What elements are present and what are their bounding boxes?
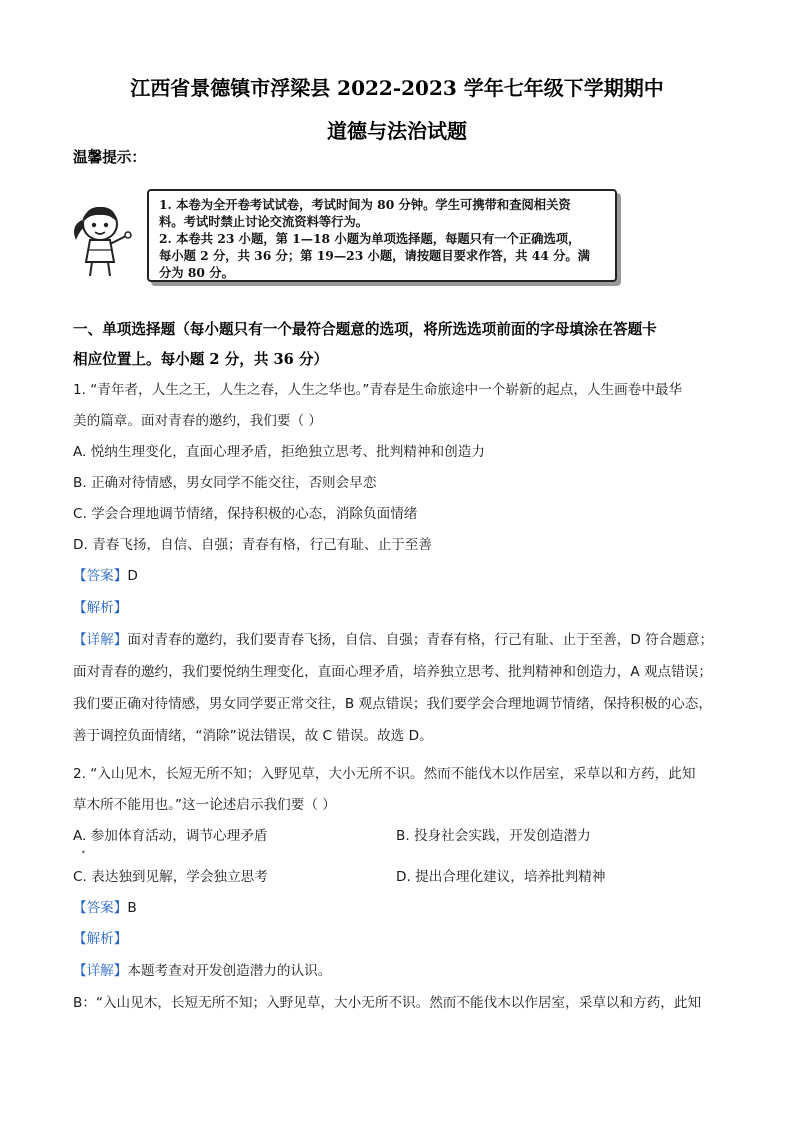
q2-option-d: D. 提出合理化建议，培养批判精神 [396, 869, 606, 885]
analysis-tag: 【解析】 [73, 600, 128, 616]
tip-line: 分为 80 分。 [159, 265, 234, 280]
q2-option-c: C. 表达独到见解，学会独立思考 [73, 869, 268, 885]
section-heading: 一、单项选择题（每小题只有一个最符合题意的选项，将所选选项前面的字母填涂在答题卡 [73, 321, 657, 338]
q1-stem: 1. “青年者，人生之王，人生之春，人生之华也。”青春是生命旅途中一个崭新的起点，人生画卷中最华 [73, 382, 683, 398]
q1-option-a: A. 悦纳生理变化，直面心理矛盾，拒绝独立思考、批判精神和创造力 [73, 444, 485, 460]
section-heading: 相应位置上。每小题 2 分，共 36 分） [73, 351, 329, 368]
q1-detail [73, 630, 713, 650]
q2-detail [73, 961, 331, 981]
q1-option-d: D. 青春飞扬，自信、自强；青春有格，行己有耻、止于至善 [73, 537, 432, 553]
cartoon-girl-icon [68, 200, 134, 278]
q2-detail: B：“入山见木，长短无所不知；入野见草，大小无所不识。然而不能伐木以作居室，采草以和方药，此知 [73, 995, 702, 1011]
stray-dot: • [81, 848, 86, 857]
q1-detail: 我们要正确对待情感，男女同学要正常交往，B 观点错误；我们要学会合理地调节情绪，保持积极的心态， [73, 696, 712, 712]
analysis-tag: 【解析】 [73, 931, 128, 947]
detail-tag: 【详解】 [73, 632, 128, 648]
tip-line: 1. 本卷为全开卷考试试卷，考试时间为 80 分钟。学生可携带和查阅相关资 [159, 197, 571, 212]
detail-text: 本题考查对开发创造潜力的认识。 [127, 963, 332, 979]
answer-tag: 【答案】 [73, 900, 128, 916]
q2-answer [73, 898, 137, 918]
document-subtitle: 道德与法治试题 [327, 119, 467, 143]
q1-detail: 面对青春的邀约，我们要悦纳生理变化，直面心理矛盾，培养独立思考、批判精神和创造力，A 观点错误； [73, 664, 712, 680]
tip-line: 2. 本卷共 23 小题，第 1—18 小题为单项选择题，每题只有一个正确选项， [159, 231, 581, 246]
tip-line: 每小题 2 分，共 36 分；第 19—23 小题，请按题目要求作答，共 44 分。满 [159, 248, 590, 263]
document-title: 江西省景德镇市浮梁县 2022-2023 学年七年级下学期期中 [130, 76, 664, 100]
answer-value: B [127, 900, 137, 916]
q1-detail: 善于调控负面情绪，“消除”说法错误，故 C 错误。故选 D。 [73, 728, 433, 744]
answer-value: D [127, 568, 138, 584]
tips-label: 温馨提示： [73, 149, 146, 166]
q2-stem: 草木所不能用也。”这一论述启示我们要（ ） [73, 797, 336, 813]
q2-stem: 2. “入山见木，长短无所不知；入野见草，大小无所不识。然而不能伐木以作居室，采草以和方药，此知 [73, 766, 696, 782]
q1-answer [73, 566, 138, 586]
q1-option-c: C. 学会合理地调节情绪，保持积极的心态，消除负面情绪 [73, 506, 418, 522]
detail-tag: 【详解】 [73, 963, 128, 979]
q2-option-b: B. 投身社会实践，开发创造潜力 [396, 828, 591, 844]
detail-text: 面对青春的邀约，我们要青春飞扬，自信、自强；青春有格，行己有耻、止于至善，D 符合题意； [127, 632, 714, 648]
tips-box [147, 189, 617, 282]
q2-option-a: A. 参加体育活动，调节心理矛盾 [73, 828, 268, 844]
tip-line: 料。考试时禁止讨论交流资料等行为。 [159, 214, 369, 229]
q1-option-b: B. 正确对待情感，男女同学不能交往，否则会早恋 [73, 475, 377, 491]
answer-tag: 【答案】 [73, 568, 128, 584]
q1-stem: 美的篇章。面对青春的邀约，我们要（ ） [73, 413, 323, 429]
